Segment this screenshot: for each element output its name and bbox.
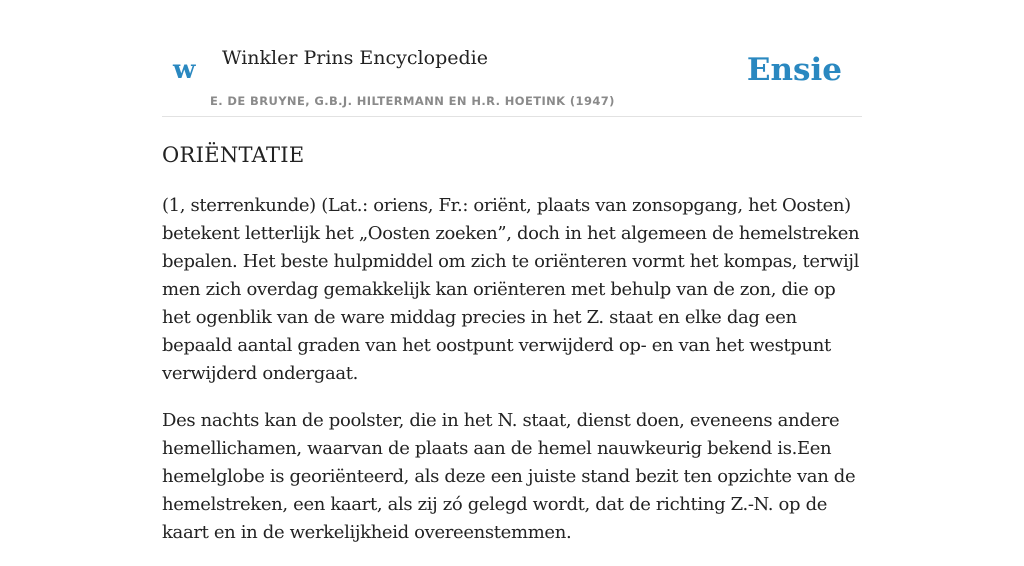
paragraph: (1, sterrenkunde) (Lat.: oriens, Fr.: oriënt, plaats van zonsopgang, het Oosten) betekent letterlijk het „Oosten zoeken”, doch in het algemeen de hemelstreken bepalen. Het beste hulpmiddel om zich te oriënteren vormt het kompas, terwijl men zich overdag gemakkelijk kan oriënteren met behulp van de zon, die op het ogenblik van de ware middag precies in het Z. staat en elke dag een bepaald aantal graden van het oostpunt verwijderd op- en van het westpunt verwijderd ondergaat. <box>162 195 860 384</box>
site-title[interactable]: Winkler Prins Encyclopedie <box>222 47 488 69</box>
article-title: ORIËNTATIE <box>162 143 305 167</box>
paragraph: Des nachts kan de poolster, die in het N. staat, dienst doen, eveneens andere hemellichamen, waarvan de plaats aan de hemel nauwkeurig bekend is.Een hemelglobe is georiënteerd, als deze een juiste stand bezit ten opzichte van de hemelstreken, een kaart, als zij zó gelegd wordt, dat de richting Z.-N. op de kaart en in de werkelijkheid overeenstemmen. <box>162 410 856 543</box>
article-body <box>162 192 862 566</box>
byline: E. DE BRUYNE, G.B.J. HILTERMANN EN H.R. HOETINK (1947) <box>210 94 615 108</box>
brand-logo[interactable]: Ensie <box>746 52 842 88</box>
page <box>162 0 862 543</box>
site-logo[interactable]: w <box>173 55 196 85</box>
header <box>162 0 862 117</box>
